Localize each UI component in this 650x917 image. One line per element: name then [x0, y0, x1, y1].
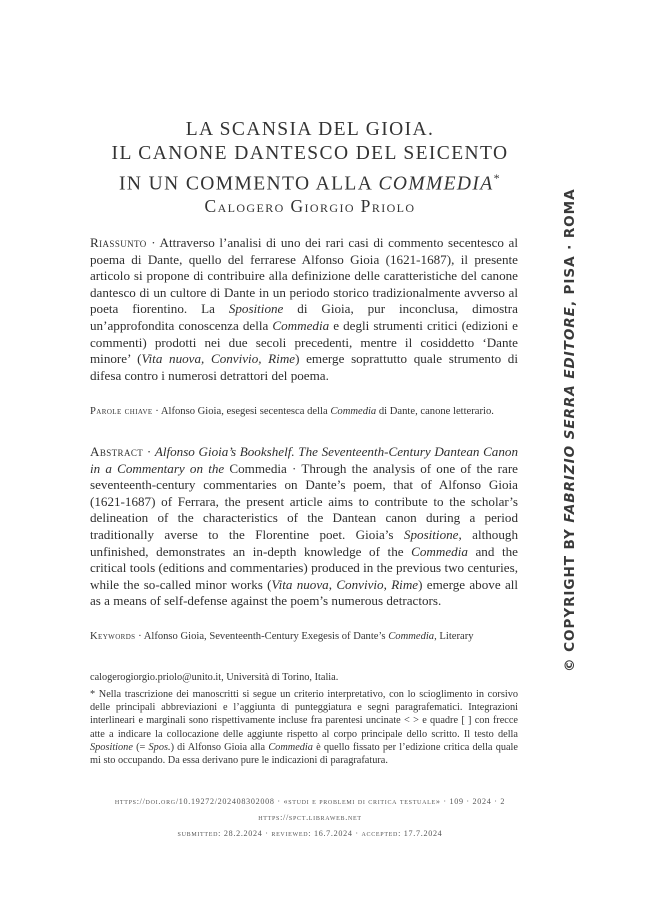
title-line-2: IL CANONE DANTESCO DEL SEICENTO: [111, 143, 509, 164]
doi-journal-line[interactable]: https://doi.org/10.19272/202408302008 · «studi e problemi di critica testuale» · 109 · 2024 · 2: [114, 797, 506, 806]
riassunto-text: ) emerge soprattutto quale strumento di difesa contro i numerosi detrattori del poema.: [90, 351, 518, 383]
abstract-text: ) emerge above all as a means of self-defense against the poem’s numerous detractors.: [90, 576, 519, 609]
abstract-paragraph: [90, 444, 518, 610]
abstract-italic: Spositione,: [403, 526, 462, 542]
footnote-text: Nella trascrizione dei manoscritti si segue un criterio interpretativo, con lo scioglimento in corsivo delle principali abbreviazioni e l’aggiunta di punteggiatura e segni paragrafematici. Integrazioni interlineari e marginali sono rispettivamente incluse fra parentesi uncinate < > e quadre [ ] con frecce atte a indicare la collocazione delle aggiunte rispetto al corpo principale dello scritto. Il testo della: [90, 689, 518, 740]
keywords-line: [90, 630, 518, 643]
submission-dates: submitted: 28.2.2024 · reviewed: 16.7.2024 · accepted: 17.7.2024: [177, 829, 443, 838]
title-line-1: LA SCANSIA DEL GIOIA.: [185, 119, 435, 140]
parole-chiave: [90, 405, 518, 418]
riassunto-paragraph: [90, 235, 518, 384]
riassunto-text: e degli strumenti critici (edizioni e commenti) prodotti nei due secoli precedenti, mentre il cosiddetto ‘Dante minore’ (: [90, 317, 518, 367]
abstract-english-title: Alfonso Gioia’s Bookshelf. The Seventeenth-Century Dantean Canon in a Commentary on the: [90, 444, 518, 476]
article-title: [70, 118, 550, 197]
copyright-notice: [560, 172, 580, 672]
riassunto-italic: Spositione: [228, 301, 284, 317]
abstract-label: Abstract: [90, 444, 144, 459]
journal-url[interactable]: https://spct.libraweb.net: [258, 813, 362, 822]
abstract-text: ,: [328, 576, 337, 592]
abstract-text: Commedia · Through the analysis of one of the rare seventeenth-century commentaries on Dante’s poem, that of Alfonso Gioia (1621-1687) of Ferrara, the present article aims to contribute to the scholar’s delineation of the characteristics of the Dantean canon during a period traditionally averse to the Florentine poet. Gioia’s: [90, 460, 518, 542]
copyright-text: , PISA · ROMA: [562, 188, 578, 307]
riassunto-text: di Gioia, pur inconclusa, dimostra un’approfondita conoscenza della: [90, 301, 518, 333]
author-affiliation[interactable]: calogerogiorgio.priolo@unito.it, Università di Torino, Italia.: [90, 672, 339, 683]
riassunto-italic: Commedia: [272, 317, 330, 333]
footnote-text: ) di Alfonso Gioia alla: [170, 741, 269, 753]
parole-text: Alfonso Gioia, esegesi secentesca della: [160, 406, 331, 417]
footnote-italic: Commedia: [268, 741, 313, 753]
author-name: Calogero Giorgio Priolo: [204, 196, 416, 216]
parole-chiave-label: Parole chiave: [90, 406, 153, 417]
abstract-italic: Rime: [391, 576, 419, 592]
abstract-text: and the critical tools (editions and commentaries) produced in the previous two centuries, while the so-called minor works (: [90, 543, 518, 592]
footnote-text: (=: [132, 741, 149, 753]
parole-italic: Commedia: [330, 406, 377, 417]
abstract-italic: Convivio: [336, 576, 384, 592]
riassunto-separator: ·: [146, 235, 160, 250]
abstract-text: ,: [383, 576, 392, 592]
copyright-publisher: FABRIZIO SERRA EDITORE: [562, 306, 578, 523]
title-line-3-text: IN UN COMMENTO ALLA: [118, 173, 379, 195]
footnote-text: è quello fissato per l’edizione critica della quale mi sto occupando. Da essa derivano pure le indicazioni di paragrafatura.: [90, 741, 518, 767]
keywords-italic: Commedia: [388, 631, 435, 642]
title-line-3: [70, 166, 550, 197]
abstract-italic: Commedia: [411, 543, 468, 559]
keywords-label: Keywords: [90, 631, 136, 642]
riassunto-italic: Vita nuova, Convivio, Rime: [141, 351, 296, 367]
abstract-italic: Vita nuova: [271, 576, 329, 592]
parole-text: di Dante, canone letterario.: [376, 406, 494, 417]
footnote-italic: Spositione: [90, 741, 133, 753]
keywords-text: Alfonso Gioia, Seventeenth-Century Exegesis of Dante’s: [143, 631, 389, 642]
keywords-text: , Literary: [434, 631, 474, 642]
title-footnote-mark[interactable]: *: [493, 171, 502, 185]
title-italic-commedia: COMMEDIA: [378, 173, 494, 195]
parole-separator: ·: [152, 406, 161, 417]
abstract-separator: ·: [143, 444, 155, 459]
riassunto-text: Attraverso l’analisi di uno dei rari casi di commento secentesco al poema di Dante, quello del ferrarese Alfonso Gioia (1621-1687), il presente articolo si propone di contribuire alla definizione delle caratteristiche del canone dantesco di un cultore di Dante in un periodo storico tradizionalmente avverso al poeta fiorentino. La: [90, 235, 518, 317]
keywords-separator: ·: [135, 631, 144, 642]
abstract-text: although unfinished, demonstrates an in-depth knowledge of the: [90, 526, 518, 559]
copyright-text: © COPYRIGHT BY: [562, 522, 578, 672]
riassunto-label: Riassunto: [90, 235, 147, 250]
title-footnote: [90, 688, 518, 767]
footnote-italic: Spos.: [148, 741, 171, 753]
footnote-mark: *: [90, 689, 99, 700]
